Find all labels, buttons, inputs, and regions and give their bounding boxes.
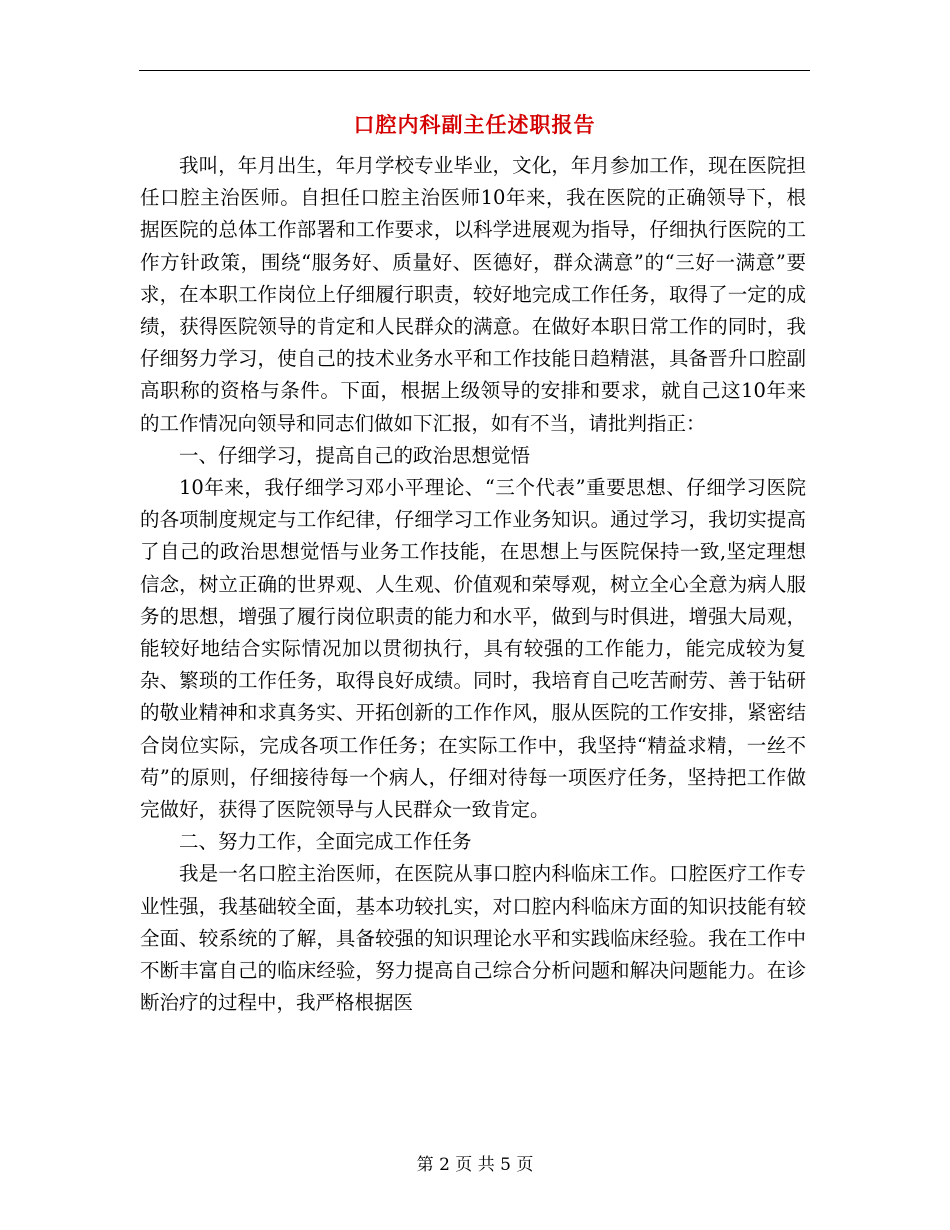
document-title: 口腔内科副主任述职报告 [353, 112, 596, 137]
header-rule [139, 70, 810, 71]
page-footer: 第 2 页 共 5 页 [416, 1155, 534, 1175]
section-heading-2: 二、努力工作，全面完成工作任务 [179, 830, 472, 854]
document-body [140, 150, 806, 1019]
paragraph-intro: 我叫，年月出生，年月学校专业毕业，文化，年月参加工作，现在医院担任口腔主治医师。自担任口腔主治医师10年来，我在医院的正确领导下，根据医院的总体工作部署和工作要求，以科学进展观为指导，仔细执行医院的工作方针政策，围绕“服务好、质量好、医德好，群众满意”的“三好一满意”要求，在本职工作岗位上仔细履行职责，较好地完成工作任务，取得了一定的成绩，获得医院领导的肯定和人民群众的满意。在做好本职日常工作的同时，我仔细努力学习，使自己的技术业务水平和工作技能日趋精湛，具备晋升口腔副高职称的资格与条件。下面，根据上级领导的安排和要求，就自己这10年来的工作情况向领导和同志们做如下汇报，如有不当，请批判指正： [140, 154, 806, 435]
paragraph-section-2: 我是一名口腔主治医师，在医院从事口腔内科临床工作。口腔医疗工作专业性强，我基础较全面，基本功较扎实，对口腔内科临床方面的知识技能有较全面、较系统的了解，具备较强的知识理论水平和实践临床经验。我在工作中不断丰富自己的临床经验，努力提高自己综合分析问题和解决问题能力。在诊断治疗的过程中，我严格根据医 [140, 862, 806, 1015]
paragraph-section-1: 10年来，我仔细学习邓小平理论、“三个代表”重要思想、仔细学习医院的各项制度规定与工作纪律，仔细学习工作业务知识。通过学习，我切实提高了自己的政治思想觉悟与业务工作技能，在思想上与医院保持一致,坚定理想信念，树立正确的世界观、人生观、价值观和荣辱观，树立全心全意为病人服务的思想，增强了履行岗位职责的能力和水平，做到与时俱进，增强大局观，能较好地结合实际情况加以贯彻执行，具有较强的工作能力，能完成较为复杂、繁琐的工作任务，取得良好成绩。同时，我培育自己吃苦耐劳、善于钻研的敬业精神和求真务实、开拓创新的工作作风，服从医院的工作安排，紧密结合岗位实际，完成各项工作任务；在实际工作中，我坚持“精益求精，一丝不苟”的原则，仔细接待每一个病人，仔细对待每一项医疗任务，坚持把工作做完做好，获得了医院领导与人民群众一致肯定。 [140, 476, 806, 822]
section-heading-1: 一、仔细学习，提高自己的政治思想觉悟 [179, 443, 531, 467]
